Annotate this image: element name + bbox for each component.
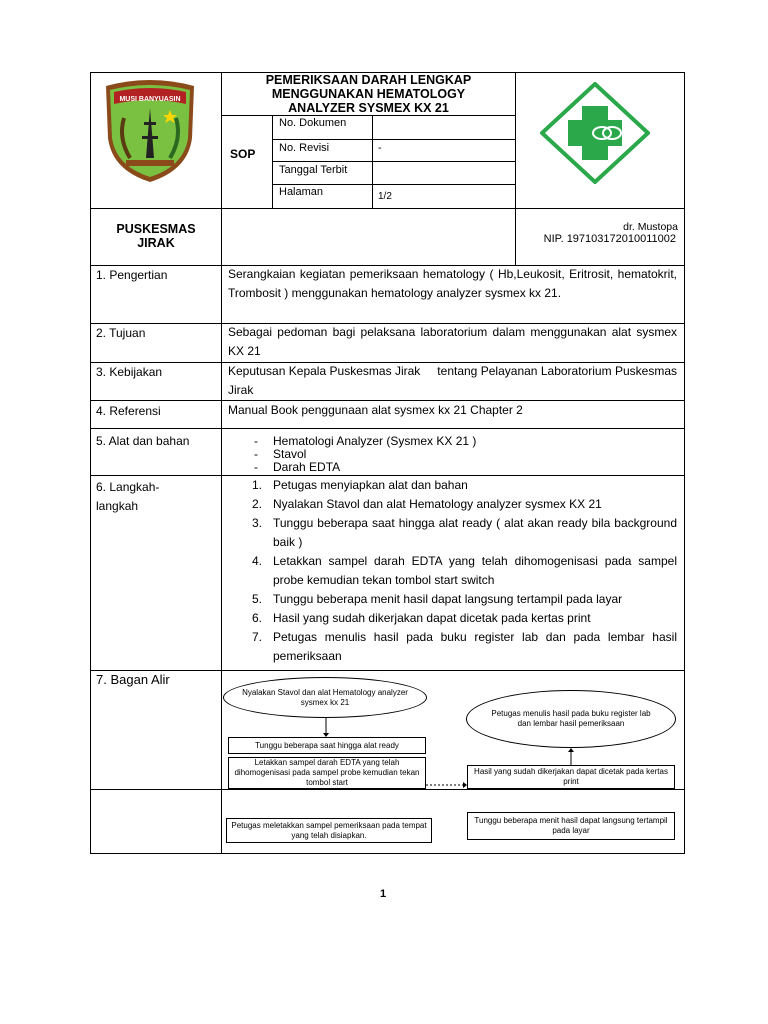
meta-label-tanggal: Tanggal Terbit xyxy=(279,164,348,176)
flow-step-sample: Letakkan sampel darah EDTA yang telah dihomogenisasi pada sampel probe kemudian tekan tombol start xyxy=(228,757,426,789)
label-bagan: 7. Bagan Alir xyxy=(96,672,170,687)
label-tujuan: 2. Tujuan xyxy=(96,326,146,340)
label-alat: 5. Alat dan bahan xyxy=(96,434,190,448)
page-number: 1 xyxy=(380,888,387,900)
label-pengertian: 1. Pengertian xyxy=(96,268,168,282)
document-title: PEMERIKSAAN DARAH LENGKAP MENGGUNAKAN HEMATOLOGY ANALYZER SYSMEX KX 21 xyxy=(265,73,472,115)
org-name: PUSKESMAS JIRAK xyxy=(116,222,196,250)
meta-label-dokumen: No. Dokumen xyxy=(279,117,347,129)
list-item: 7. Petugas menulis hasil pada buku register lab dan pada lembar hasil pemeriksaan xyxy=(252,630,677,663)
text-referensi: Manual Book penggunaan alat sysmex kx 21 Chapter 2 xyxy=(228,403,523,417)
list-item: 1. Petugas menyiapkan alat dan bahan xyxy=(252,478,468,492)
list-item: 2. Nyalakan Stavol dan alat Hematology analyzer sysmex KX 21 xyxy=(252,497,602,511)
label-kebijakan: 3. Kebijakan xyxy=(96,365,163,379)
list-item: 5. Tunggu beberapa menit hasil dapat langsung tertampil pada layar xyxy=(252,592,623,606)
flow-step-wait: Tunggu beberapa menit hasil dapat langsung tertampil pada layar xyxy=(467,812,675,840)
flow-step-place: Petugas meletakkan sampel pemeriksaan pada tempat yang telah disiapkan. xyxy=(226,818,432,843)
list-item: - Stavol xyxy=(254,447,307,461)
label-langkah: 6. Langkah- langkah xyxy=(96,480,160,513)
text-tujuan: Sebagai pedoman bagi pelaksana laboratorium dalam menggunakan alat sysmex KX 21 xyxy=(228,325,677,358)
signer-nip: NIP. 197103172010011002 xyxy=(543,233,676,245)
meta-value-revisi: - xyxy=(378,142,382,154)
flow-step-ready: Tunggu beberapa saat hingga alat ready xyxy=(228,737,426,754)
logo-left-label: MUSI BANYUASIN xyxy=(119,96,181,103)
flow-step-print: Hasil yang sudah dikerjakan dapat dicetak pada kertas print xyxy=(467,765,675,789)
sop-label: SOP xyxy=(230,147,256,161)
flow-end: Petugas menulis hasil pada buku register lab dan lembar hasil pemeriksaan xyxy=(466,690,676,748)
text-pengertian: Serangkaian kegiatan pemeriksaan hematology ( Hb,Leukosit, Eritrosit, hematokrit, Trombosit ) menggunakan hematology analyzer sysmex kx 21. xyxy=(228,267,677,300)
list-item: - Darah EDTA xyxy=(254,460,341,474)
list-item: 3. Tunggu beberapa saat hingga alat ready ( alat akan ready bila background baik ) xyxy=(252,516,677,549)
label-referensi: 4. Referensi xyxy=(96,404,161,418)
meta-value-halaman: 1/2 xyxy=(378,191,392,202)
meta-label-revisi: No. Revisi xyxy=(279,142,330,154)
list-item: - Hematologi Analyzer (Sysmex KX 21 ) xyxy=(254,434,477,448)
text-kebijakan: Keputusan Kepala Puskesmas Jirak tentang Pelayanan Laboratorium Puskesmas Jirak xyxy=(228,364,681,397)
list-item: 4. Letakkan sampel darah EDTA yang telah dihomogenisasi pada sampel probe kemudian tekan tombol start switch xyxy=(252,554,677,587)
signer-name: dr. Mustopa xyxy=(623,221,678,233)
meta-label-halaman: Halaman xyxy=(279,186,324,198)
list-item: 6. Hasil yang sudah dikerjakan dapat dicetak pada kertas print xyxy=(252,611,591,625)
flow-start: Nyalakan Stavol dan alat Hematology analyzer sysmex kx 21 xyxy=(223,677,427,718)
